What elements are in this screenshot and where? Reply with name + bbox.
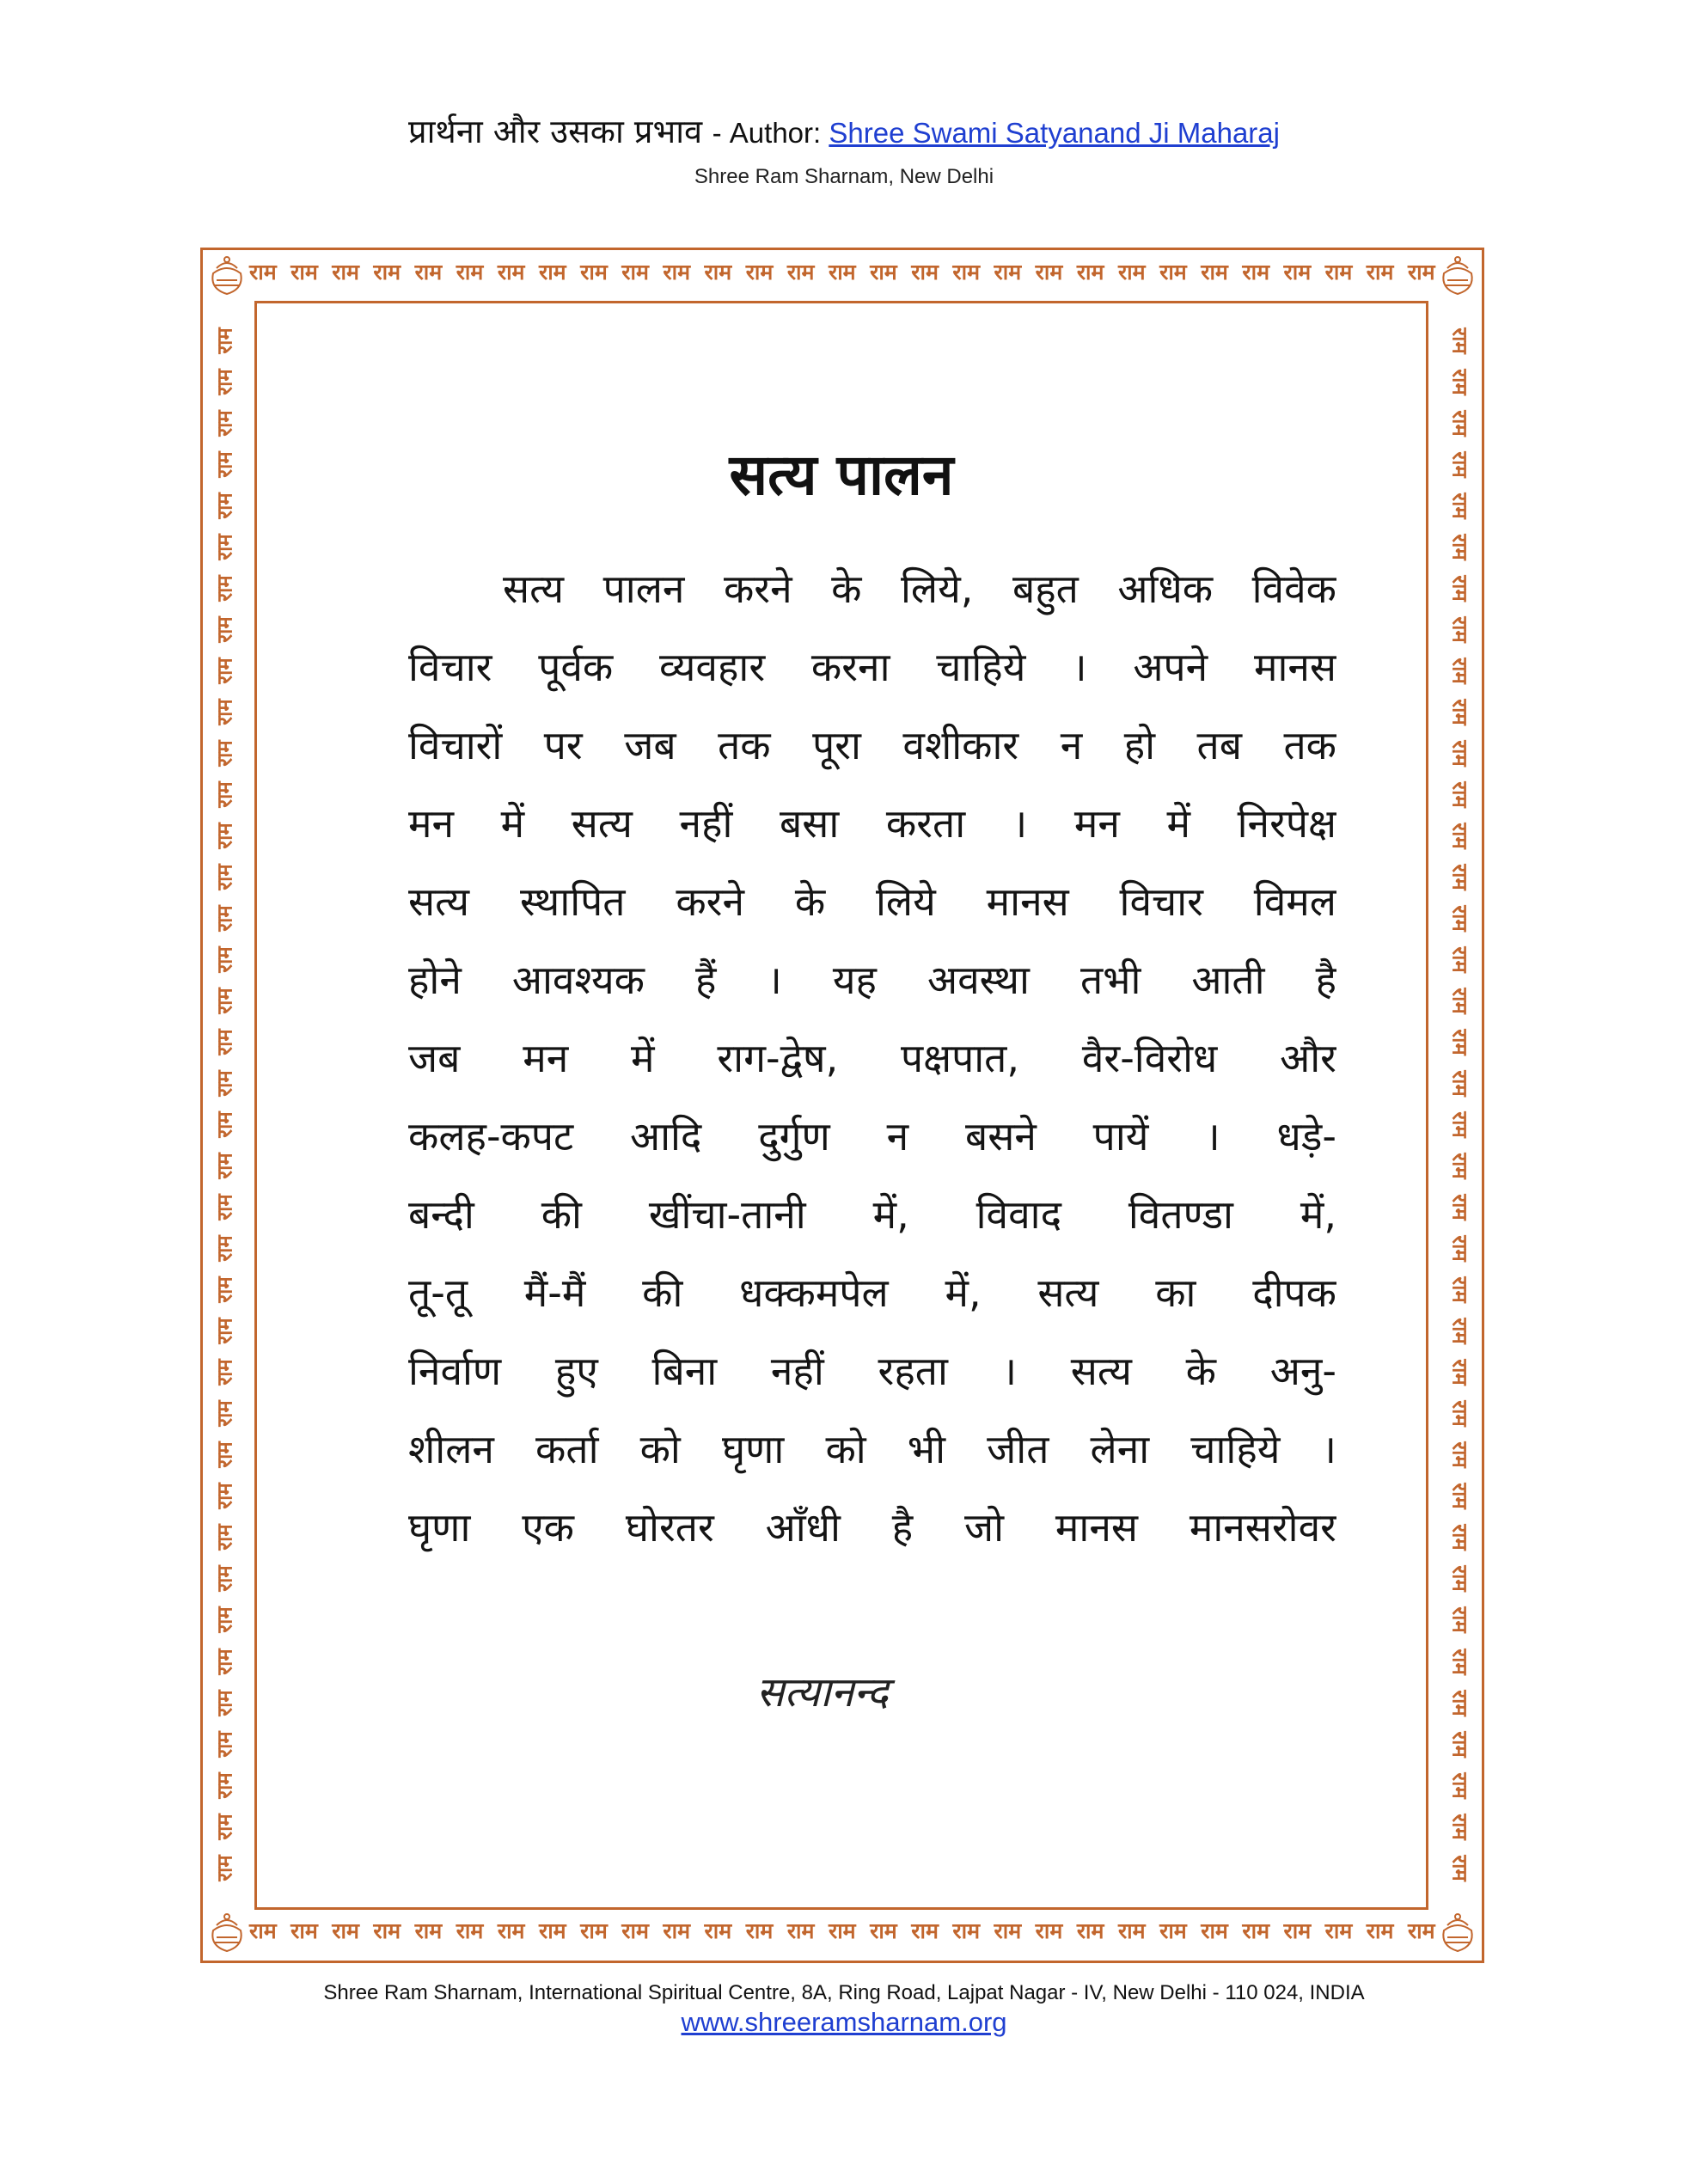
body-line: विचारों पर जब तक पूरा वशीकार न हो तब तक [408,722,1336,768]
border-word: राम [1447,1565,1472,1593]
border-word: राम [414,260,443,284]
border-word: राम [704,1918,732,1943]
border-word: राम [1447,327,1472,354]
border-word: राम [212,1689,237,1716]
border-word: राम [212,492,237,519]
border-word: राम [332,260,359,284]
border-word: राम [1447,1689,1472,1716]
border-top-text [249,254,1435,289]
border-word: राम [212,1483,237,1510]
border-word: राम [1447,1359,1472,1386]
border-word: राम [1035,1918,1063,1943]
border-word: राम [291,1918,318,1943]
border-word: राम [456,1918,484,1943]
body-line: निर्वाण हुए बिना नहीं रहता । सत्य के अनु- [408,1348,1336,1394]
border-word: राम [786,1918,815,1943]
border-word: राम [745,1918,774,1943]
border-word: राम [212,1029,237,1055]
border-word: राम [1447,451,1472,478]
page-header [0,110,1688,155]
border-word: राम [212,658,237,684]
border-word: राम [621,260,649,284]
body-line: बन्दी की खींचा-तानी में, विवाद वितण्डा में, [408,1191,1336,1238]
border-word: राम [1447,1606,1472,1634]
border-word: राम [1447,781,1472,808]
border-bottom-text [249,1913,1435,1948]
border-word: राम [663,260,691,284]
border-word: राम [911,260,939,284]
border-word: राम [1283,260,1312,284]
border-word: राम [828,260,856,284]
border-word: राम [212,1813,237,1840]
border-word: राम [212,988,237,1014]
border-word: राम [212,946,237,973]
border-word: राम [249,1918,277,1943]
border-word: राम [952,260,981,284]
border-word: राम [1117,260,1146,284]
author-link[interactable]: Shree Swami Satyanand Ji Maharaj [829,117,1280,149]
article-body [408,550,1336,1567]
border-word: राम [1447,1441,1472,1469]
border-word: राम [1447,369,1472,395]
border-word: राम [1159,260,1187,284]
border-word: राम [1447,410,1472,437]
border-word: राम [212,1194,237,1221]
border-word: राम [1324,1918,1353,1943]
border-word: राम [911,1918,939,1943]
book-title: प्रार्थना और उसका प्रभाव [408,113,703,150]
border-word: राम [1447,616,1472,643]
border-word: राम [704,260,732,284]
kalash-icon [205,1908,249,1956]
border-word: राम [1447,1524,1472,1551]
border-word: राम [1447,1153,1472,1180]
body-line: तू-तू मैं-मैं की धक्कमपेल में, सत्य का दीपक [408,1269,1336,1316]
border-word: राम [1447,1029,1472,1055]
border-word: राम [249,260,277,284]
border-word: राम [621,1918,649,1943]
author-signature: सत्यानन्द [756,1668,889,1716]
border-word: राम [1035,260,1063,284]
border-word: राम [1447,905,1472,932]
footer-url-container [0,2007,1688,2038]
border-right-text [1441,327,1479,1882]
border-word: राम [1447,1070,1472,1097]
footer-address: Shree Ram Sharnam, International Spiritual Centre, 8A, Ring Road, Lajpat Nagar - IV, New Delhi - 110 024, INDIA [323,1981,1365,2004]
border-word: राम [373,1918,401,1943]
border-word: राम [212,781,237,808]
border-word: राम [1447,1483,1472,1510]
border-word: राम [291,260,318,284]
border-word: राम [870,1918,897,1943]
border-word: राम [212,1318,237,1345]
border-word: राम [373,260,401,284]
border-word: राम [1159,1918,1187,1943]
border-word: राम [1447,1648,1472,1675]
border-word: राम [1447,864,1472,890]
border-word: राम [1201,260,1228,284]
kalash-icon [1435,1908,1480,1956]
border-word: राम [1283,1918,1312,1943]
border-word: राम [1447,1111,1472,1138]
border-word: राम [212,1565,237,1593]
border-word: राम [1076,260,1104,284]
border-word: राम [212,1771,237,1799]
border-word: राम [497,260,525,284]
border-word: राम [1201,1918,1228,1943]
border-word: राम [212,864,237,890]
website-link[interactable]: www.shreeramsharnam.org [681,2007,1007,2037]
border-word: राम [1447,946,1472,973]
border-word: राम [1447,1318,1472,1345]
border-word: राम [1447,534,1472,560]
border-word: राम [212,1524,237,1551]
border-word: राम [212,1606,237,1634]
border-word: राम [212,410,237,437]
border-word: राम [1447,1813,1472,1840]
border-word: राम [1407,1918,1435,1943]
border-word: राम [1447,699,1472,725]
border-word: राम [663,1918,691,1943]
border-word: राम [414,1918,443,1943]
border-word: राम [1447,1235,1472,1263]
border-word: राम [212,699,237,725]
border-word: राम [212,1070,237,1097]
body-line: मन में सत्य नहीं बसा करता । मन में निरपेक्ष [408,800,1336,847]
border-word: राम [1447,492,1472,519]
border-word: राम [1447,575,1472,602]
border-word: राम [1324,260,1353,284]
border-word: राम [212,1648,237,1675]
border-word: राम [212,1111,237,1138]
border-word: राम [580,1918,608,1943]
border-left-text [205,327,243,1882]
author-label: - Author: [712,117,829,149]
border-word: राम [1447,1276,1472,1304]
article-heading: सत्य पालन [729,442,954,508]
body-line: होने आवश्यक हैं । यह अवस्था तभी आती है [408,957,1336,1003]
border-word: राम [994,260,1022,284]
border-word: राम [332,1918,359,1943]
border-word: राम [538,260,566,284]
border-word: राम [952,1918,981,1943]
border-word: राम [212,740,237,767]
border-word: राम [212,1854,237,1881]
border-word: राम [212,616,237,643]
border-word: राम [870,260,897,284]
border-word: राम [212,1730,237,1758]
border-word: राम [994,1918,1022,1943]
border-word: राम [745,260,774,284]
border-word: राम [212,1359,237,1386]
border-word: राम [212,905,237,932]
border-word: राम [212,451,237,478]
border-word: राम [1447,823,1472,849]
border-word: राम [497,1918,525,1943]
border-word: राम [1447,1771,1472,1799]
border-word: राम [1407,260,1435,284]
border-word: राम [212,369,237,395]
border-word: राम [456,260,484,284]
body-line: कलह-कपट आदि दुर्गुण न बसने पायें । धड़े- [408,1113,1336,1159]
border-word: राम [828,1918,856,1943]
body-line: शीलन कर्ता को घृणा को भी जीत लेना चाहिये । [408,1426,1336,1472]
border-word: राम [212,823,237,849]
border-word: राम [1447,1854,1472,1881]
border-word: राम [212,1441,237,1469]
border-word: राम [1447,1194,1472,1221]
border-word: राम [1242,1918,1270,1943]
body-line: विचार पूर्वक व्यवहार करना चाहिये । अपने मानस [408,644,1336,690]
body-line: सत्य पालन करने के लिये, बहुत अधिक विवेक [503,566,1336,612]
border-word: राम [212,327,237,354]
border-word: राम [786,260,815,284]
border-word: राम [1447,740,1472,767]
border-word: राम [212,534,237,560]
border-word: राम [538,1918,566,1943]
border-word: राम [1117,1918,1146,1943]
body-line: सत्य स्थापित करने के लिये मानस विचार विमल [408,878,1336,925]
border-word: राम [580,260,608,284]
border-word: राम [1447,1730,1472,1758]
kalash-icon [205,251,249,299]
border-word: राम [1366,260,1394,284]
border-word: राम [1242,260,1270,284]
border-word: राम [212,575,237,602]
border-word: राम [212,1235,237,1263]
kalash-icon [1435,251,1480,299]
border-word: राम [212,1276,237,1304]
border-word: राम [1447,658,1472,684]
border-word: राम [212,1153,237,1180]
border-word: राम [1447,988,1472,1014]
border-word: राम [212,1400,237,1428]
border-word: राम [1366,1918,1394,1943]
border-word: राम [1447,1400,1472,1428]
page-subtitle: Shree Ram Sharnam, New Delhi [694,165,994,188]
body-line: जब मन में राग-द्वेष, पक्षपात, वैर-विरोध और [408,1035,1336,1081]
border-word: राम [1076,1918,1104,1943]
body-line: घृणा एक घोरतर आँधी है जो मानस मानसरोवर [408,1504,1336,1551]
